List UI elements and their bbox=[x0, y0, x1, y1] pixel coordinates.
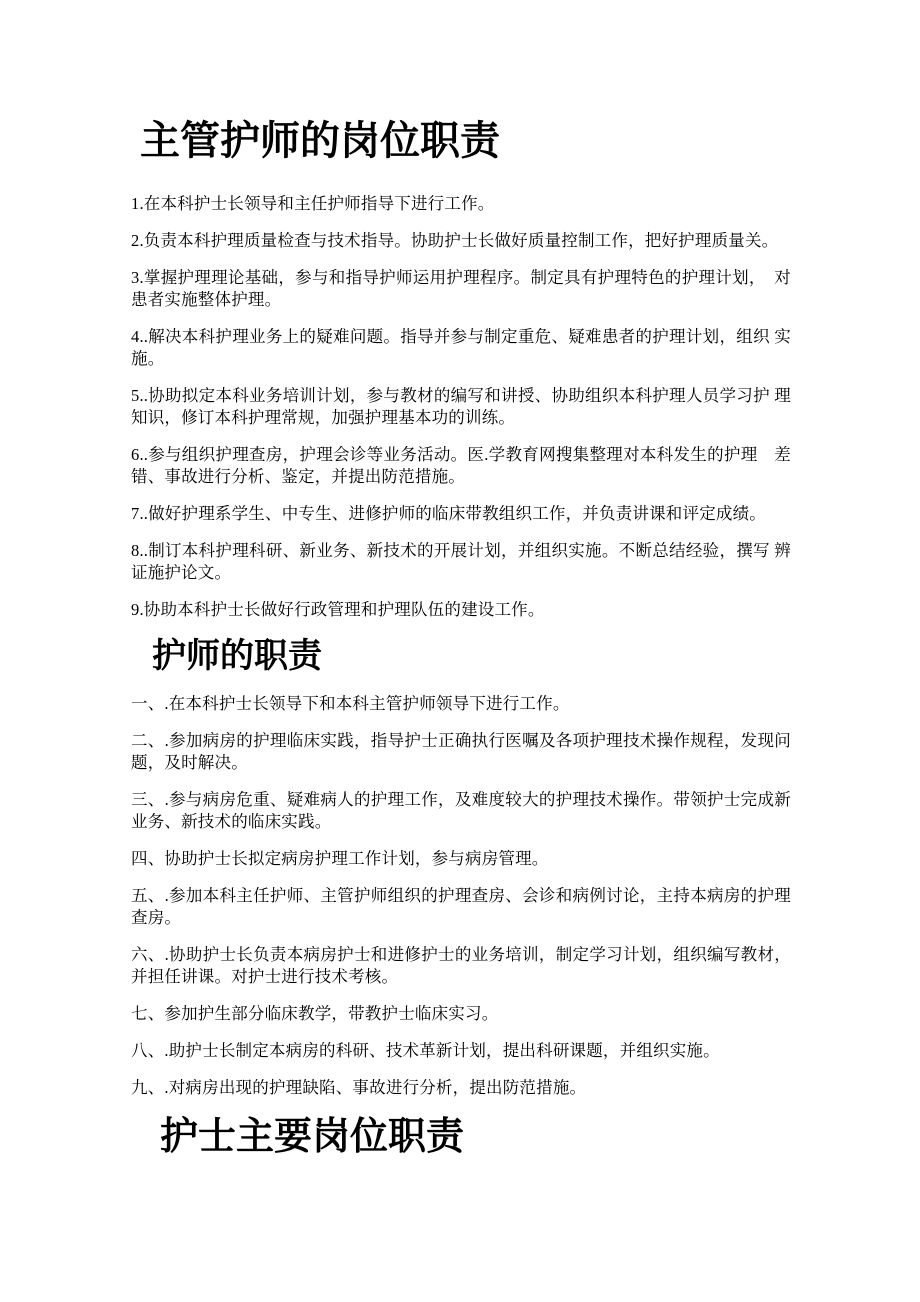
nurse-practitioner-duty-item-7: 七、参加护生部分临床教学，带教护士临床实习。 bbox=[131, 1004, 499, 1023]
chief-nurse-duty-item-4: 4..解决本科护理业务上的疑难问题。指导并参与制定重危、疑难患者的护理计划，组织 实施。 bbox=[131, 327, 791, 368]
chief-nurse-duty-item-2: 2.负责本科护理质量检查与技术指导。协助护士长做好质量控制工作，把好护理质量关。 bbox=[131, 231, 779, 250]
chief-nurse-duty-item-1: 1.在本科护士长领导和主任护师指导下进行工作。 bbox=[131, 194, 495, 213]
nurse-practitioner-duty-item-3: 三、.参与病房危重、疑难病人的护理工作，及难度较大的护理技术操作。带领护士完成新业务、新技术的临床实践。 bbox=[131, 790, 791, 831]
nurse-practitioner-duty-item-1: 一、.在本科护士长领导下和本科主管护师领导下进行工作。 bbox=[131, 694, 570, 713]
section-title-nurse-practitioner-duties: 护师的职责 bbox=[152, 638, 322, 675]
nurse-practitioner-duty-item-2: 二、.参加病房的护理临床实践，指导护士正确执行医嘱及各项护理技术操作规程，发现问题，及时解决。 bbox=[131, 731, 791, 772]
section-title-chief-nurse-duties: 主管护师的岗位职责 bbox=[140, 118, 500, 163]
chief-nurse-duty-item-8: 8..制订本科护理科研、新业务、新技术的开展计划，并组织实施。不断总结经验，撰写 辨证施护论文。 bbox=[131, 541, 791, 582]
chief-nurse-duty-item-5: 5..协助拟定本科业务培训计划，参与教材的编写和讲授、协助组织本科护理人员学习护 理知识，修订本科护理常规，加强护理基本功的训练。 bbox=[131, 386, 791, 427]
chief-nurse-duty-item-7: 7..做好护理系学生、中专生、进修护师的临床带教组织工作，并负责讲课和评定成绩。 bbox=[131, 504, 766, 523]
nurse-practitioner-duty-item-6: 六、.协助护士长负责本病房护士和进修护士的业务培训，制定学习计划，组织编写教材，并担任讲课。对护士进行技术考核。 bbox=[131, 945, 791, 986]
section-title-nurse-main-duties: 护士主要岗位职责 bbox=[160, 1116, 465, 1158]
nurse-practitioner-duty-item-8: 八、.助护士长制定本病房的科研、技术革新计划，提出科研课题，并组织实施。 bbox=[131, 1041, 720, 1060]
nurse-practitioner-duty-item-4: 四、协助护士长拟定病房护理工作计划，参与病房管理。 bbox=[131, 849, 549, 868]
nurse-practitioner-duty-item-5: 五、.参加本科主任护师、主管护师组织的护理查房、会诊和病例讨论，主持本病房的护理查房。 bbox=[131, 886, 791, 927]
nurse-practitioner-duty-item-9: 九、.对病房出现的护理缺陷、事故进行分析，提出防范措施。 bbox=[131, 1078, 587, 1097]
chief-nurse-duty-item-9: 9.协助本科护士长做好行政管理和护理队伍的建设工作。 bbox=[131, 600, 545, 619]
chief-nurse-duty-item-6: 6..参与组织护理查房，护理会诊等业务活动。医.学教育网搜集整理对本科发生的护理 差错、事故进行分析、鉴定，并提出防范措施。 bbox=[131, 445, 791, 486]
chief-nurse-duty-item-3: 3.掌握护理理论基础，参与和指导护师运用护理程序。制定具有护理特色的护理计划， 对患者实施整体护理。 bbox=[131, 268, 791, 309]
